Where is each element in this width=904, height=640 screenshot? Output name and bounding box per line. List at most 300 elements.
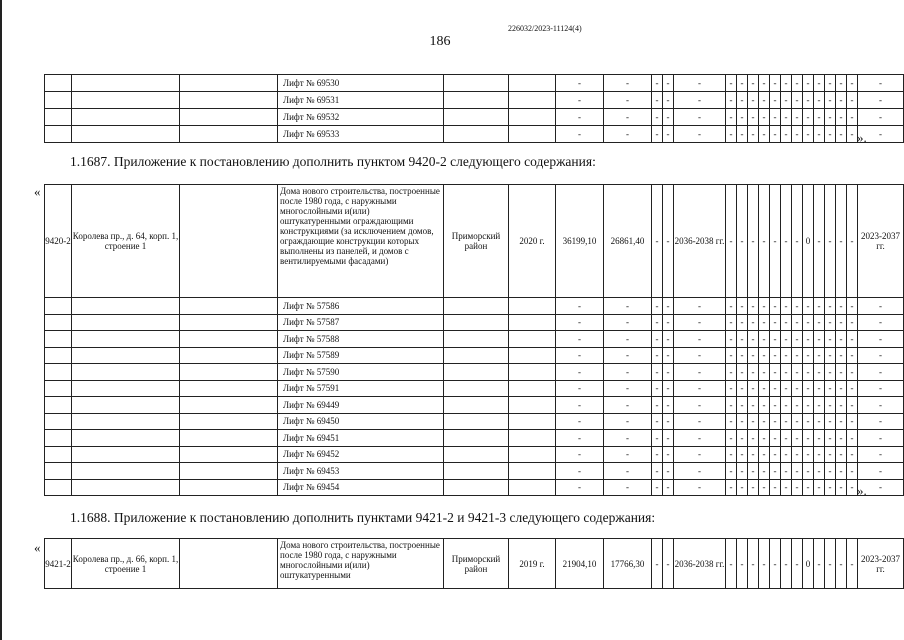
dash-cell: - — [825, 109, 836, 126]
dash-cell: - — [792, 347, 803, 364]
dash-cell: - — [792, 413, 803, 430]
dash-cell: - — [726, 92, 737, 109]
dash-cell: - — [663, 380, 674, 397]
dash-cell: - — [556, 298, 604, 315]
dash-cell: - — [663, 347, 674, 364]
dash-cell: - — [858, 331, 904, 348]
dash-cell: - — [781, 479, 792, 496]
dash-cell: - — [792, 92, 803, 109]
dash-cell: - — [781, 126, 792, 143]
dash-cell: - — [803, 463, 814, 480]
dash-cell: - — [836, 463, 847, 480]
empty-cell — [72, 397, 180, 414]
empty-cell — [180, 331, 278, 348]
lift-label: Лифт № 57586 — [278, 298, 444, 315]
dash-cell: - — [814, 380, 825, 397]
dash-cell: - — [759, 413, 770, 430]
empty-cell — [180, 463, 278, 480]
dash-cell: - — [556, 380, 604, 397]
dash-cell: - — [674, 380, 726, 397]
dash-cell: - — [759, 479, 770, 496]
dash-cell: - — [737, 347, 748, 364]
dash-cell: - — [748, 126, 759, 143]
district: Приморский район — [444, 539, 509, 589]
year-built: 2020 г. — [509, 185, 556, 298]
dash-cell: - — [781, 331, 792, 348]
row-number: 9421-2 — [45, 539, 72, 589]
dash-cell: - — [759, 347, 770, 364]
empty-cell — [509, 331, 556, 348]
dash-cell: - — [556, 347, 604, 364]
dash-cell: - — [748, 109, 759, 126]
dash-cell: - — [781, 109, 792, 126]
empty-cell — [72, 347, 180, 364]
dash-cell: - — [858, 446, 904, 463]
empty-cell — [45, 126, 72, 143]
dash-cell: - — [663, 126, 674, 143]
empty-cell — [509, 109, 556, 126]
dash-cell: - — [858, 347, 904, 364]
empty-cell — [509, 92, 556, 109]
dash-cell: - — [847, 347, 858, 364]
dash-cell: - — [858, 380, 904, 397]
dash-cell: - — [759, 126, 770, 143]
empty-cell — [45, 75, 72, 92]
empty-cell — [509, 463, 556, 480]
dash-cell: - — [825, 430, 836, 447]
dash-cell: - — [726, 185, 737, 298]
empty-cell — [180, 479, 278, 496]
dash-cell: - — [858, 413, 904, 430]
dash-cell: - — [556, 430, 604, 447]
dash-cell: - — [792, 314, 803, 331]
empty-cell — [444, 397, 509, 414]
scan-edge — [0, 0, 2, 640]
empty-cell — [509, 430, 556, 447]
building-description: Дома нового строительства, построенные после 1980 года, с наружными многослойными и(или) оштукатуренными ограждающими конструкциями (за исключением домов, ограждающие конструкции которых выполнены из панелей, и домов с вентилируемыми фасадами) — [278, 185, 444, 298]
dash-cell: - — [674, 75, 726, 92]
dash-cell: - — [792, 539, 803, 589]
dash-cell: - — [674, 463, 726, 480]
dash-cell: - — [803, 380, 814, 397]
dash-cell: - — [652, 126, 663, 143]
dash-cell: - — [781, 380, 792, 397]
dash-cell: - — [847, 109, 858, 126]
dash-cell: - — [781, 446, 792, 463]
dash-cell: - — [770, 397, 781, 414]
empty-cell — [45, 331, 72, 348]
dash-cell: - — [792, 430, 803, 447]
dash-cell: - — [803, 109, 814, 126]
table-row — [45, 479, 904, 496]
empty-cell — [180, 347, 278, 364]
dash-cell: - — [652, 463, 663, 480]
dash-cell: - — [770, 75, 781, 92]
dash-cell: - — [726, 126, 737, 143]
dash-cell: - — [770, 109, 781, 126]
empty-cell — [72, 126, 180, 143]
opening-quote: « — [34, 184, 41, 199]
dash-cell: - — [858, 463, 904, 480]
dash-cell: - — [759, 430, 770, 447]
lift-label: Лифт № 69531 — [278, 92, 444, 109]
dash-cell: - — [748, 347, 759, 364]
table-row — [45, 413, 904, 430]
empty-cell — [45, 397, 72, 414]
dash-cell: - — [847, 185, 858, 298]
empty-cell — [72, 298, 180, 315]
dash-cell: - — [726, 109, 737, 126]
dash-cell: - — [663, 446, 674, 463]
dash-cell: - — [836, 347, 847, 364]
dash-cell: - — [814, 364, 825, 381]
dash-cell: - — [803, 331, 814, 348]
dash-cell: - — [770, 126, 781, 143]
dash-cell: - — [836, 185, 847, 298]
empty-cell — [180, 380, 278, 397]
dash-cell: - — [781, 463, 792, 480]
empty-cell — [180, 75, 278, 92]
dash-cell: - — [781, 364, 792, 381]
dash-cell: - — [792, 126, 803, 143]
dash-cell: - — [726, 380, 737, 397]
dash-cell: - — [726, 397, 737, 414]
dash-cell: - — [604, 380, 652, 397]
dash-cell: - — [825, 331, 836, 348]
dash-cell: - — [556, 463, 604, 480]
dash-cell: - — [652, 109, 663, 126]
dash-cell: - — [825, 347, 836, 364]
dash-cell: - — [814, 479, 825, 496]
empty-cell — [72, 380, 180, 397]
dash-cell: - — [814, 347, 825, 364]
dash-cell: - — [836, 298, 847, 315]
empty-cell — [509, 364, 556, 381]
lift-label: Лифт № 69452 — [278, 446, 444, 463]
empty-cell — [509, 126, 556, 143]
dash-cell: - — [858, 430, 904, 447]
empty-cell — [180, 298, 278, 315]
dash-cell: - — [663, 479, 674, 496]
dash-cell: - — [836, 75, 847, 92]
dash-cell: - — [663, 364, 674, 381]
dash-cell: - — [759, 314, 770, 331]
dash-cell: - — [858, 479, 904, 496]
dash-cell: - — [556, 109, 604, 126]
empty-cell — [45, 413, 72, 430]
dash-cell: - — [781, 539, 792, 589]
dash-cell: - — [726, 446, 737, 463]
dash-cell: - — [803, 92, 814, 109]
dash-cell: - — [814, 463, 825, 480]
lift-label: Лифт № 69453 — [278, 463, 444, 480]
dash-cell: - — [726, 364, 737, 381]
dash-cell: - — [748, 446, 759, 463]
dash-cell: - — [652, 75, 663, 92]
dash-cell: - — [652, 298, 663, 315]
empty-cell — [444, 75, 509, 92]
table-row — [45, 364, 904, 381]
empty-cell — [180, 413, 278, 430]
dash-cell: - — [652, 479, 663, 496]
lift-table-continuation — [44, 74, 904, 143]
empty-cell — [444, 109, 509, 126]
table-row — [45, 75, 904, 92]
dash-cell: - — [726, 331, 737, 348]
dash-cell: - — [663, 109, 674, 126]
dash-cell: - — [674, 92, 726, 109]
dash-cell: - — [748, 185, 759, 298]
dash-cell: - — [652, 539, 663, 589]
dash-cell: - — [674, 347, 726, 364]
dash-cell: - — [674, 479, 726, 496]
dash-cell: - — [663, 314, 674, 331]
dash-cell: - — [847, 380, 858, 397]
empty-cell — [444, 126, 509, 143]
empty-cell — [444, 347, 509, 364]
empty-cell — [180, 430, 278, 447]
dash-cell: - — [556, 413, 604, 430]
dash-cell: - — [825, 413, 836, 430]
dash-cell: - — [674, 109, 726, 126]
dash-cell: - — [652, 380, 663, 397]
district: Приморский район — [444, 185, 509, 298]
dash-cell: - — [836, 126, 847, 143]
lift-label: Лифт № 69533 — [278, 126, 444, 143]
empty-cell — [180, 314, 278, 331]
dash-cell: - — [737, 126, 748, 143]
empty-cell — [509, 298, 556, 315]
dash-cell: - — [737, 331, 748, 348]
dash-cell: - — [737, 314, 748, 331]
dash-cell: - — [663, 397, 674, 414]
empty-cell — [444, 463, 509, 480]
dash-cell: - — [803, 347, 814, 364]
dash-cell: - — [836, 314, 847, 331]
dash-cell: - — [814, 75, 825, 92]
dash-cell: - — [663, 539, 674, 589]
dash-cell: - — [770, 185, 781, 298]
dash-cell: - — [759, 331, 770, 348]
dash-cell: - — [825, 314, 836, 331]
empty-cell — [509, 479, 556, 496]
closing-quote: ». — [857, 483, 867, 498]
dash-cell: - — [836, 109, 847, 126]
dash-cell: - — [737, 430, 748, 447]
empty-cell — [45, 314, 72, 331]
dash-cell: - — [674, 430, 726, 447]
empty-cell — [180, 446, 278, 463]
dash-cell: - — [781, 314, 792, 331]
table-row — [45, 314, 904, 331]
table-row — [45, 380, 904, 397]
empty-cell — [72, 430, 180, 447]
dash-cell: - — [652, 331, 663, 348]
lift-label: Лифт № 57591 — [278, 380, 444, 397]
dash-cell: - — [759, 109, 770, 126]
dash-cell: - — [814, 185, 825, 298]
dash-cell: - — [803, 397, 814, 414]
dash-cell: - — [814, 92, 825, 109]
empty-cell — [45, 364, 72, 381]
dash-cell: - — [759, 380, 770, 397]
address: Королева пр., д. 64, корп. 1, строение 1 — [72, 185, 180, 298]
dash-cell: - — [825, 298, 836, 315]
dash-cell: - — [847, 314, 858, 331]
empty-cell — [72, 331, 180, 348]
empty-cell — [72, 75, 180, 92]
dash-cell: - — [652, 92, 663, 109]
dash-cell: - — [814, 430, 825, 447]
dash-cell: - — [847, 75, 858, 92]
period-1: 2036-2038 гг. — [674, 185, 726, 298]
dash-cell: - — [825, 75, 836, 92]
dash-cell: - — [770, 430, 781, 447]
dash-cell: - — [858, 364, 904, 381]
table-9420-2 — [44, 184, 904, 496]
dash-cell: - — [792, 397, 803, 414]
dash-cell: - — [674, 446, 726, 463]
opening-quote: « — [34, 540, 41, 555]
dash-cell: - — [836, 380, 847, 397]
dash-cell: - — [814, 539, 825, 589]
empty-cell — [509, 446, 556, 463]
dash-cell: - — [759, 446, 770, 463]
dash-cell: - — [748, 364, 759, 381]
dash-cell: - — [858, 314, 904, 331]
lift-label: Лифт № 69451 — [278, 430, 444, 447]
dash-cell: - — [748, 463, 759, 480]
dash-cell: - — [847, 92, 858, 109]
table-row — [45, 430, 904, 447]
empty-cell — [72, 109, 180, 126]
dash-cell: - — [663, 463, 674, 480]
dash-cell: - — [604, 314, 652, 331]
dash-cell: - — [847, 126, 858, 143]
dash-cell: - — [737, 539, 748, 589]
empty-cell — [444, 92, 509, 109]
dash-cell: - — [836, 397, 847, 414]
dash-cell: - — [604, 126, 652, 143]
dash-cell: - — [604, 446, 652, 463]
dash-cell: - — [836, 446, 847, 463]
dash-cell: - — [792, 109, 803, 126]
dash-cell: - — [847, 479, 858, 496]
dash-cell: - — [836, 479, 847, 496]
building-description: Дома нового строительства, построенные после 1980 года, с наружными многослойными и(или) оштукатуренными — [278, 539, 444, 589]
dash-cell: - — [748, 413, 759, 430]
dash-cell: - — [770, 364, 781, 381]
table-row — [45, 347, 904, 364]
dash-cell: - — [825, 463, 836, 480]
dash-cell: - — [737, 463, 748, 480]
dash-cell: - — [674, 397, 726, 414]
empty-cell — [45, 463, 72, 480]
dash-cell: - — [652, 397, 663, 414]
dash-cell: - — [770, 347, 781, 364]
dash-cell: - — [792, 185, 803, 298]
dash-cell: - — [847, 364, 858, 381]
empty-cell — [45, 380, 72, 397]
dash-cell: - — [858, 298, 904, 315]
dash-cell: - — [781, 413, 792, 430]
dash-cell: - — [814, 397, 825, 414]
empty-cell — [509, 75, 556, 92]
empty-cell — [180, 126, 278, 143]
dash-cell: - — [781, 430, 792, 447]
dash-cell: - — [770, 463, 781, 480]
dash-cell: - — [858, 75, 904, 92]
lift-label: Лифт № 69450 — [278, 413, 444, 430]
dash-cell: - — [836, 364, 847, 381]
dash-cell: - — [604, 479, 652, 496]
dash-cell: - — [770, 314, 781, 331]
dash-cell: - — [748, 298, 759, 315]
dash-cell: - — [556, 314, 604, 331]
dash-cell: - — [814, 446, 825, 463]
dash-cell: - — [604, 109, 652, 126]
dash-cell: - — [770, 539, 781, 589]
dash-cell: - — [604, 92, 652, 109]
dash-cell: - — [604, 364, 652, 381]
dash-cell: - — [556, 75, 604, 92]
dash-cell: - — [556, 479, 604, 496]
dash-cell: - — [825, 397, 836, 414]
dash-cell: - — [748, 397, 759, 414]
dash-cell: - — [803, 430, 814, 447]
lift-label: Лифт № 69454 — [278, 479, 444, 496]
table-row — [45, 446, 904, 463]
dash-cell: - — [652, 347, 663, 364]
dash-cell: - — [604, 463, 652, 480]
dash-cell: - — [726, 479, 737, 496]
table-row — [45, 109, 904, 126]
dash-cell: - — [836, 430, 847, 447]
lift-label: Лифт № 57588 — [278, 331, 444, 348]
dash-cell: - — [781, 397, 792, 414]
dash-cell: - — [781, 75, 792, 92]
dash-cell: - — [748, 314, 759, 331]
dash-cell: - — [674, 126, 726, 143]
section-1688-caption: 1.1688. Приложение к постановлению дополнить пунктами 9421-2 и 9421-3 следующего содержания: — [70, 510, 656, 525]
zero-value: 0 — [803, 185, 814, 298]
dash-cell: - — [604, 298, 652, 315]
dash-cell: - — [674, 413, 726, 430]
table-row — [45, 463, 904, 480]
dash-cell: - — [836, 92, 847, 109]
dash-cell: - — [825, 539, 836, 589]
dash-cell: - — [792, 463, 803, 480]
dash-cell: - — [748, 430, 759, 447]
empty-cell — [45, 479, 72, 496]
dash-cell: - — [737, 298, 748, 315]
dash-cell: - — [556, 364, 604, 381]
empty-cell — [509, 413, 556, 430]
empty-cell — [45, 109, 72, 126]
dash-cell: - — [836, 331, 847, 348]
empty-cell — [72, 314, 180, 331]
dash-cell: - — [737, 75, 748, 92]
year-built: 2019 г. — [509, 539, 556, 589]
dash-cell: - — [814, 331, 825, 348]
dash-cell: - — [737, 109, 748, 126]
dash-cell: - — [663, 413, 674, 430]
dash-cell: - — [858, 109, 904, 126]
dash-cell: - — [814, 126, 825, 143]
empty-cell — [509, 314, 556, 331]
empty-cell — [72, 479, 180, 496]
table-row — [45, 185, 904, 298]
